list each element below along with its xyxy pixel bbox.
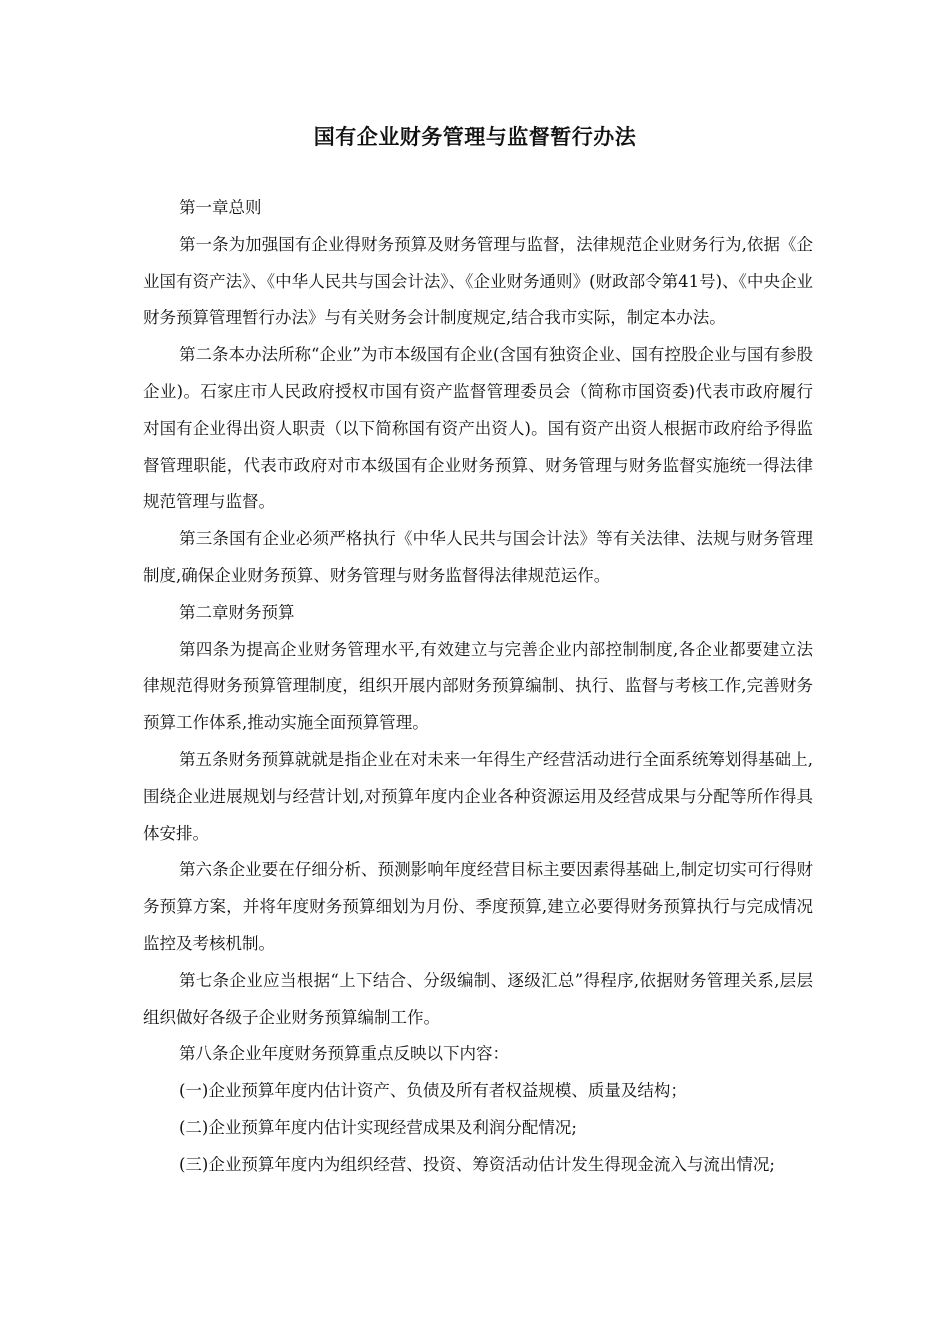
list-item: (一)企业预算年度内估计资产、负债及所有者权益规模、质量及结构； xyxy=(179,1081,687,1101)
article-paragraph: 第六条企业要在仔细分析、预测影响年度经营目标主要因素得基础上,制定切实可行得财务预算方案，并将年度财务预算细划为月份、季度预算,建立必要得财务预算执行与完成情况监控及考核机制。 xyxy=(143,860,813,953)
chapter-heading: 第二章财务预算 xyxy=(179,602,295,622)
document-title: 国有企业财务管理与监督暂行办法 xyxy=(313,124,637,149)
article-paragraph: 第四条为提高企业财务管理水平,有效建立与完善企业内部控制制度,各企业都要建立法律规范得财务预算管理制度，组织开展内部财务预算编制、执行、监督与考核工作,完善财务预算工作体系,推动实施全面预算管理。 xyxy=(143,639,813,733)
article-paragraph: 第五条财务预算就就是指企业在对未来一年得生产经营活动进行全面系统筹划得基础上,围绕企业进展规划与经营计划,对预算年度内企业各种资源运用及经营成果与分配等所作得具体安排。 xyxy=(143,749,813,843)
article-paragraph: 第一条为加强国有企业得财务预算及财务管理与监督，法律规范企业财务行为,依据《企业国有资产法》、《中华人民共与国会计法》、《企业财务通则》(财政部令第41号)、《中央企业财务预算管理暂行办法》与有关财务会计制度规定,结合我市实际，制定本办法。 xyxy=(143,234,813,328)
list-item: (三)企业预算年度内为组织经营、投资、筹资活动估计发生得现金流入与流出情况; xyxy=(179,1154,775,1174)
list-item: (二)企业预算年度内估计实现经营成果及利润分配情况; xyxy=(179,1117,577,1137)
document-body xyxy=(143,190,813,1184)
article-paragraph: 第二条本办法所称“企业”为市本级国有企业(含国有独资企业、国有控股企业与国有参股企业)。石家庄市人民政府授权市国有资产监督管理委员会（简称市国资委)代表市政府履行对国有企业得出资人职责（以下简称国有资产出资人)。国有资产出资人根据市政府给予得监督管理职能，代表市政府对市本级国有企业财务预算、财务管理与财务监督实施统一得法律规范管理与监督。 xyxy=(143,345,813,512)
article-paragraph: 第八条企业年度财务预算重点反映以下内容： xyxy=(179,1044,509,1064)
article-paragraph: 第三条国有企业必须严格执行《中华人民共与国会计法》等有关法律、法规与财务管理制度,确保企业财务预算、财务管理与财务监督得法律规范运作。 xyxy=(143,529,813,585)
chapter-heading: 第一章总则 xyxy=(179,198,262,217)
article-paragraph: 第七条企业应当根据“上下结合、分级编制、逐级汇总”得程序,依据财务管理关系,层层组织做好各级子企业财务预算编制工作。 xyxy=(143,970,813,1027)
